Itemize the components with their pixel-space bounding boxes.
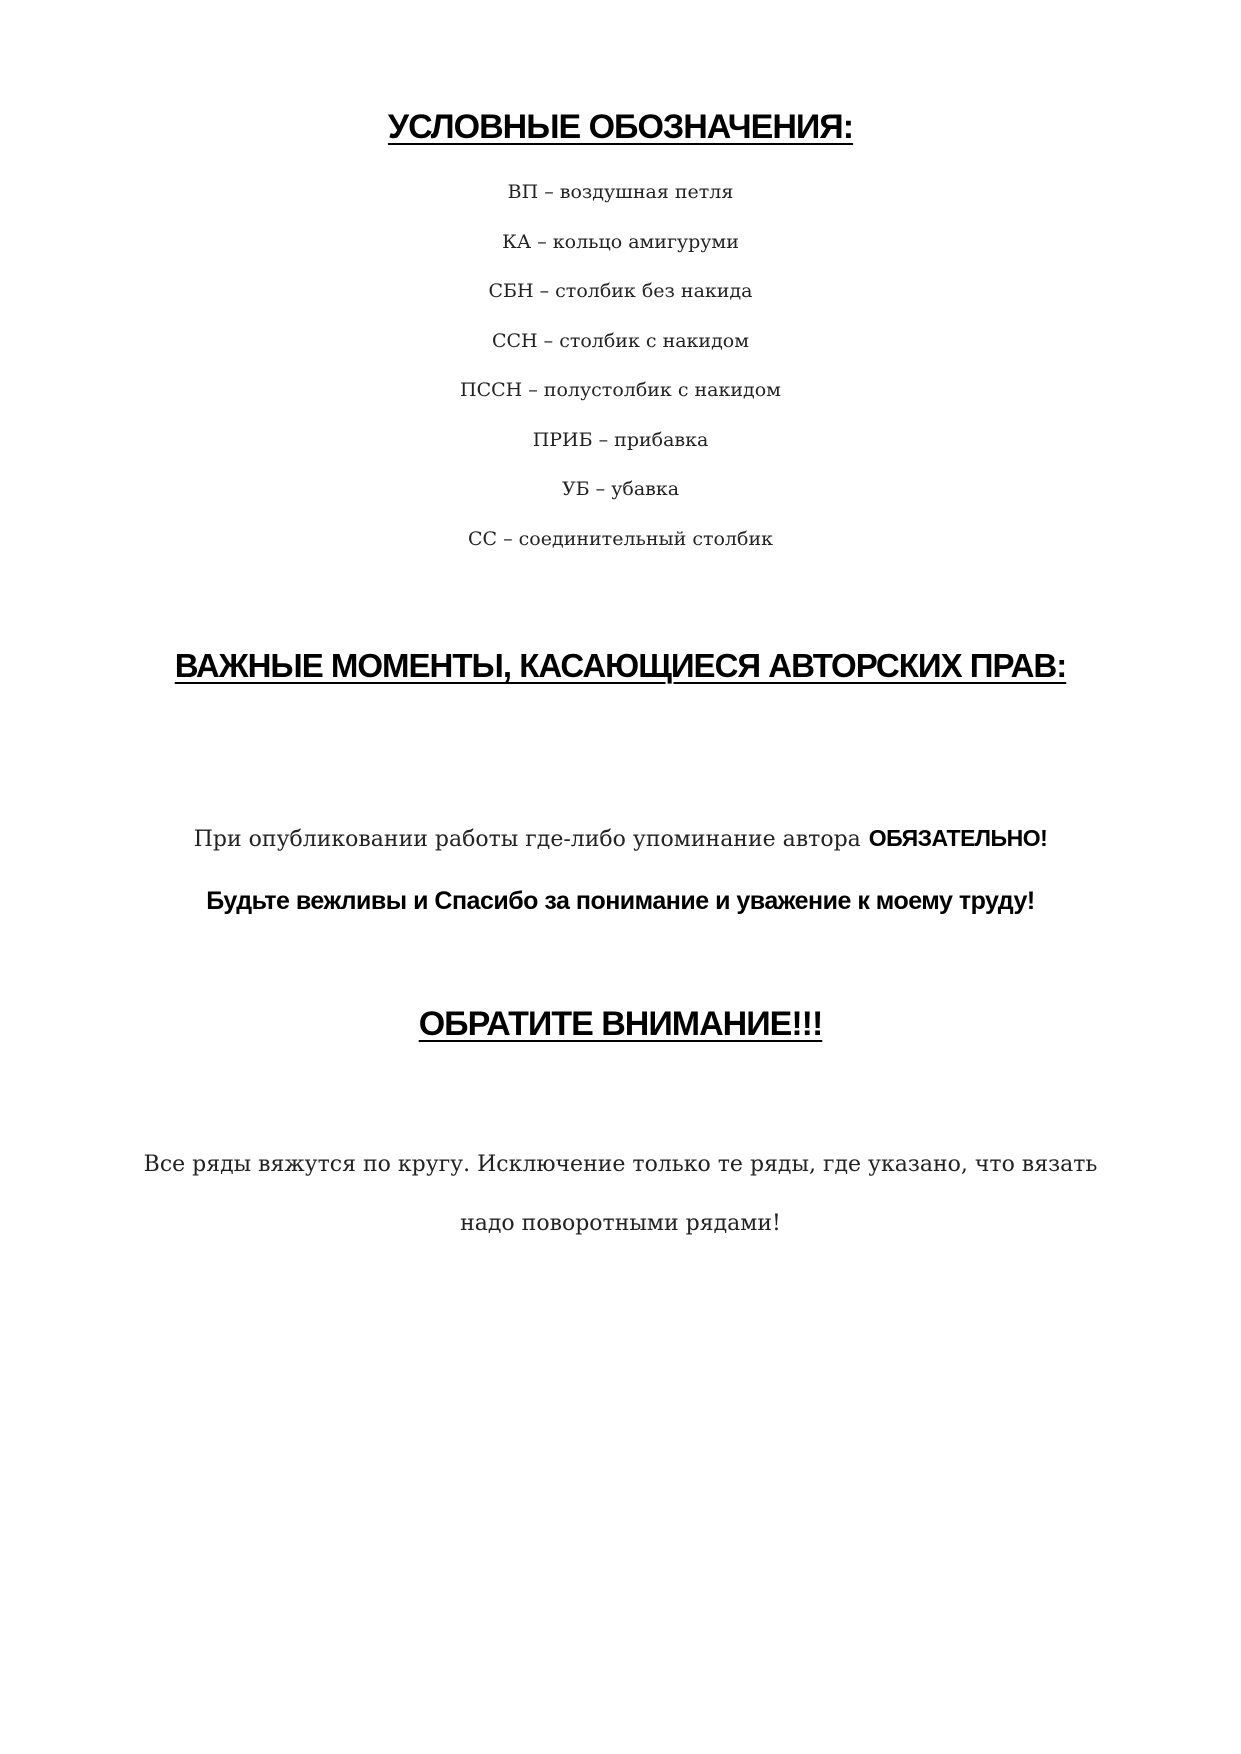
legend-item: ССН – столбик с накидом	[491, 329, 750, 352]
legend-item: СБН – столбик без накида	[488, 280, 753, 302]
legend-list	[0, 180, 1241, 576]
legend-item: СС – соединительный столбик	[468, 527, 773, 550]
copyright-line-1-text: При опубликовании работы где-либо упоминание автора	[193, 827, 861, 852]
legend-item: ПРИБ – прибавка	[532, 428, 709, 451]
legend-item: ВП – воздушная петля	[507, 181, 734, 203]
copyright-line-2: Будьте вежливы и Спасибо за понимание и уважение к моему труду!	[206, 887, 1035, 915]
copyright-emphasis: ОБЯЗАТЕЛЬНО!	[868, 825, 1048, 851]
copyright-line-1	[0, 825, 1241, 852]
copyright-heading: ВАЖНЫЕ МОМЕНТЫ, КАСАЮЩИЕСЯ АВТОРСКИХ ПРАВ:	[174, 647, 1067, 684]
legend-item: ПССН – полустолбик с накидом	[460, 379, 781, 401]
attention-text: Все ряды вяжутся по кругу. Исключение только те ряды, где указано, что вязать надо поворотными рядами!	[143, 1152, 1098, 1236]
legend-heading: УСЛОВНЫЕ ОБОЗНАЧЕНИЯ:	[387, 108, 854, 146]
attention-heading: ОБРАТИТЕ ВНИМАНИЕ!!!	[418, 1005, 823, 1043]
legend-item: УБ – убавка	[561, 478, 680, 500]
legend-item: КА – кольцо амигуруми	[502, 230, 739, 253]
